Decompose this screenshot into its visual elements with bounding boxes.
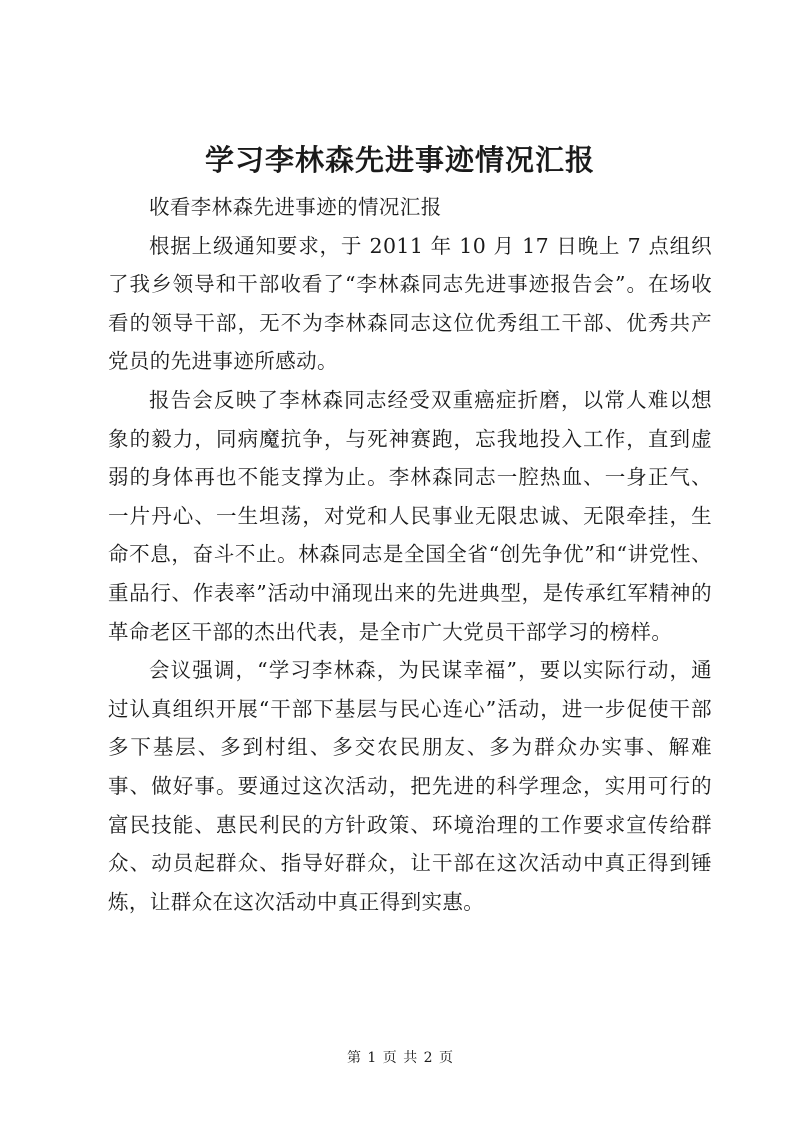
paragraph-2: 报告会反映了李林森同志经受双重癌症折磨，以常人难以想象的毅力，同病魔抗争，与死神赛跑，忘我地投入工作，直到虚弱的身体再也不能支撑为止。李林森同志一腔热血、一身正气、一片丹心、一生坦荡，对党和人民事业无限忠诚、无限牵挂，生命不息，奋斗不止。林森同志是全国全省“创先争优”和“讲党性、重品行、作表率”活动中涌现出来的先进典型，是传承红军精神的革命老区干部的杰出代表，是全市广大党员干部学习的榜样。 [108,387,712,644]
paragraph-3: 会议强调，“学习李林森，为民谋幸福”，要以实际行动，通过认真组织开展“干部下基层与民心连心”活动，进一步促使干部多下基层、多到村组、多交农民朋友、多为群众办实事、解难事、做好事。要通过这次活动，把先进的科学理念，实用可行的富民技能、惠民利民的方针政策、环境治理的工作要求宣传给群众、动员起群众、指导好群众，让干部在这次活动中真正得到锤炼，让群众在这次活动中真正得到实惠。 [108,658,712,914]
document-body [108,188,712,921]
paragraph-1: 根据上级通知要求，于 2011 年 10 月 17 日晚上 7 点组织了我乡领导和干部收看了“李林森同志先进事迹报告会”。在场收看的领导干部，无不为李林森同志这位优秀组工干部、优秀共产党员的先进事迹所感动。 [108,233,712,374]
page-number-footer: 第 1 页 共 2 页 [346,1050,454,1066]
paragraph-subtitle: 收看李林森先进事迹的情况汇报 [149,195,442,219]
document-title: 学习李林森先进事迹情况汇报 [204,143,595,177]
